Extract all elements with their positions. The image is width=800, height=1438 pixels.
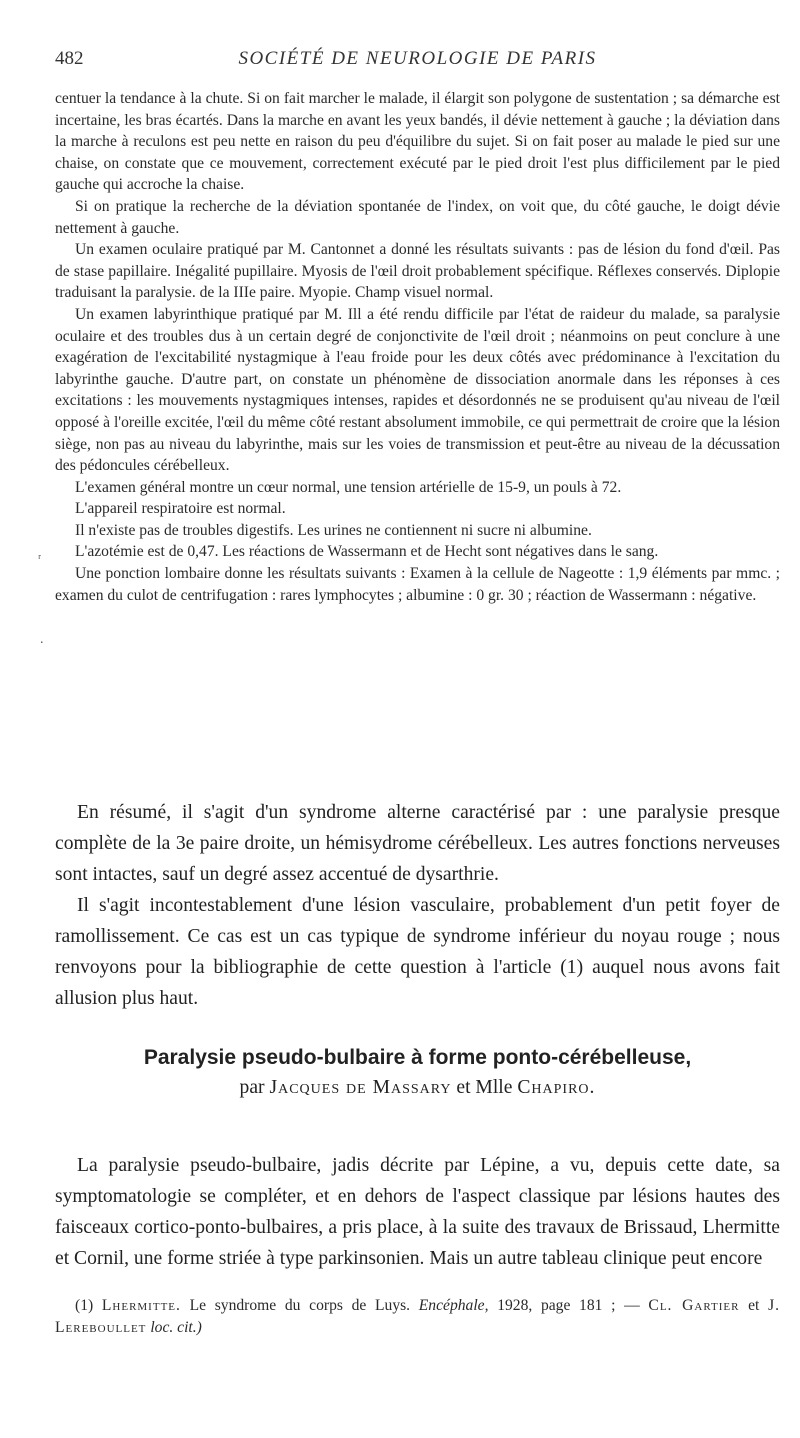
journal-title: SOCIÉTÉ DE NEUROLOGIE DE PARIS — [238, 48, 597, 69]
case-paragraph-ocular-exam: Un examen oculaire pratiqué par M. Cantonnet a donné les résultats suivants : pas de lésion du fond d'œil. Pas de stase papillaire. Inégalité pupillaire. Myosis de l'œil droit probablement spécifique. Réflexes conservés. Diplopie traduisant la paralysie. de la IIIe paire. Myopie. Champ visuel normal. — [55, 241, 780, 302]
margin-mark: ʳ — [38, 552, 42, 567]
footnote-author: J. Lereboullet — [55, 1297, 781, 1336]
case-paragraph-gait: centuer la tendance à la chute. Si on fait marcher le malade, il élargit son polygone de sustentation ; sa démarche est incertaine, les bras écartés. Dans la marche en avant les yeux bandés, il dévie nettement à gauche ; la déviation dans la marche à reculons est peu nette en raison du peu d'équilibre du sujet. Si on fait poser au malade le pied sur une chaise, on constate que ce mouvement, correctement exécuté par le pied droit l'est plus difficilement par le pied gauche qui accroche la chaise. — [55, 90, 780, 194]
footnote-author: Lhermitte. — [101, 1297, 181, 1314]
footnote-text: Le syndrome du corps de Luys. — [189, 1297, 411, 1314]
article-title: Paralysie pseudo-bulbaire à forme ponto-cérébelleuse, — [143, 1046, 692, 1069]
author-name: Chapiro. — [517, 1077, 596, 1098]
article-heading — [55, 1043, 780, 1103]
footnote-joiner: et — [748, 1297, 760, 1314]
summary-paragraph: En résumé, il s'agit d'un syndrome alterne caractérisé par : une paralysie presque complète de la 3e paire droite, un hémisydrome cérébelleux. Les autres fonctions nerveuses sont intactes, sauf un degré assez accentué de dysarthrie. — [55, 802, 780, 885]
footnote-author: Cl. Gartier — [648, 1297, 740, 1314]
case-paragraph-digestive: Il n'existe pas de troubles digestifs. Les urines ne contiennent ni sucre ni albumine. — [75, 521, 592, 539]
summary-section — [55, 797, 780, 1014]
case-paragraph-index-deviation: Si on pratique la recherche de la déviation spontanée de l'index, on voit que, du côté gauche, le doigt dévie nettement à gauche. — [55, 197, 780, 237]
footnote-text: 1928, page 181 ; — — [497, 1297, 640, 1314]
authors-prefix: par — [239, 1077, 265, 1098]
case-paragraph-labyrinth-exam: Un examen labyrinthique pratiqué par M. Ill a été rendu difficile par l'état de raideur du malade, sa paralysie oculaire et des troubles dus à un certain degré de conjonctivite de l'œil droit ; néanmoins on peut conclure à une exagération de l'excitabilité nystagmique à l'eau froide pour les deux côtés avec prédominance à l'excitation du labyrinthe gauche. D'autre part, on constate un phénomène de dissociation anormale dans les réponses à ces excitations : les mouvements nystagmiques intenses, rapides et désordonnés ne se produisent qu'au niveau de l'œil opposé à l'oreille excitée, l'œil du même côté restant absolument immobile, ce qui permettrait de croire que la lésion siège, non pas au niveau du labyrinthe, mais sur les voies de transmission et peut-être au niveau de la décussation des pédoncules cérébelleux. — [55, 305, 780, 475]
authors-joiner: et — [456, 1077, 471, 1098]
margin-mark: . — [40, 632, 44, 647]
case-report-section — [55, 88, 780, 606]
author-name: Jacques de Massary — [269, 1077, 452, 1098]
case-paragraph-lumbar-puncture: Une ponction lombaire donne les résultats suivants : Examen à la cellule de Nageotte : 1,9 éléments par mmc. ; examen du culot de centrifugation : rares lymphocytes ; albumine : 0 gr. 30 ; réaction de Wassermann : négative. — [55, 565, 780, 604]
footnote-marker: (1) — [75, 1297, 94, 1314]
author-title: Mlle — [475, 1077, 513, 1098]
case-paragraph-azotemia: L'azotémie est de 0,47. Les réactions de Wassermann et de Hecht sont négatives dans le sang. — [75, 543, 659, 561]
footnote-loc: loc. cit.) — [150, 1319, 202, 1336]
summary-paragraph: Il s'agit incontestablement d'une lésion vasculaire, probablement d'un petit foyer de ramollissement. Ce cas est un cas typique de syndrome inférieur du noyau rouge ; nous renvoyons pour la bibliographie de cette question à l'article (1) auquel nous avons fait allusion plus haut. — [55, 895, 780, 1009]
article-authors — [55, 1073, 780, 1103]
footnote-journal: Encéphale, — [418, 1297, 489, 1314]
page-number: 482 — [55, 48, 84, 69]
article-body — [55, 1150, 780, 1274]
article-paragraph: La paralysie pseudo-bulbaire, jadis décrite par Lépine, a vu, depuis cette date, sa symptomatologie se compléter, et en dehors de l'aspect classique par lésions hautes des faisceaux cortico-ponto-bulbaires, a pris place, à la suite des travaux de Brissaud, Lhermitte et Cornil, une forme striée à type parkinsonien. Mais un autre tableau clinique peut encore — [55, 1155, 780, 1269]
case-paragraph-general-exam: L'examen général montre un cœur normal, une tension artérielle de 15-9, un pouls à 72. — [75, 478, 622, 496]
running-head — [55, 48, 780, 72]
case-paragraph-respiratory: L'appareil respiratoire est normal. — [75, 500, 286, 518]
footnote — [55, 1295, 780, 1339]
